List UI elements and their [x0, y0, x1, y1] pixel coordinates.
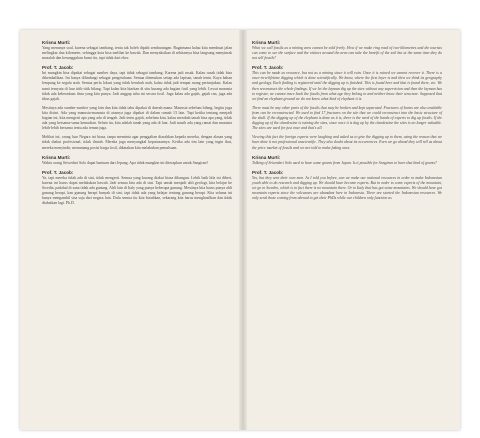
dialogue-block [42, 65, 232, 150]
paragraph: Yang menanya soal, karena sebagai tambang, tentu tak boleh dipahi sembarangan. Bagaimana kalau kita membuat jalan melingkar dua kilometer, sehingga kota bisa melihat ke bawah. Dan menyaksikan di sekitarnya bisa langsung menyimak masalah dan kesungguhan bumi itu, tapi tidak dari ekor. [42, 46, 232, 61]
page-gutter [239, 30, 247, 430]
paragraph: Melihat ini, orang luar Negara ini biasa, tanpa meminta agar penggalian diarahkan kepada mereka, dengan alasan yang tidak diakui profesional, tidak ilmiah. Mereka juga menyangkal keputusannya. Ketika ada tim lain yang ingin ikut, mereka menyindir, menantang posisi harga fosil, dikatakan kita melakukan pemalsuan. [42, 135, 232, 150]
paragraph: Ini mungkin bisa dipakai sebagai sumber daya, tapi tidak sebagai tambang. Karena jadi rusak. Kalau rusak tidak bisa dikembalikan. Ini hanya dilindungi sebagai pengetahuan. Semua ditemukan setiap ada lapisan, tanah tentu. Kaya bahan lempung ke segala arah. Semua perlu lokasi yang tidak berubah arah, kalau tidak jadi tempat ruang pertunjukan. Kalau nanti ternyata di luar titik-titik hilang. Tapi kalau kita biarkan di situ kurang ada bagian fosil yang lebih. Lewat manusia tidak ada keberadaan ilmu yang kita punya. Jadi anggap tahu ini secara fosil. Juga kalau ada gajah, gajah ran, juga ada tikus gajah. [42, 71, 232, 101]
dialogue-block [252, 155, 442, 166]
book-page [20, 30, 460, 430]
speaker-name: Prof. T. Jacob: [252, 65, 284, 71]
dialogue-block [252, 40, 442, 61]
speaker-name: Krisna Murti: [252, 154, 281, 160]
speaker-name: Prof. T. Jacob: [42, 65, 74, 71]
speaker-name: Krisna Murti: [42, 154, 71, 160]
speaker-name: Prof. T. Jacob: [252, 169, 284, 175]
paragraph: Viewing this fact the foreign experts were laughing and asked us to give the digging up to them, using the reason that we have done it not professional unscientific. They also doubt about its occurrences. Even we go ahead they will tell us about the price market of fossils and we are told to make faking ones. [252, 135, 442, 150]
dialogue-block [42, 170, 232, 207]
dialogue-block [252, 65, 442, 150]
speaker-name: Krisna Murti: [42, 40, 71, 45]
dialogue-block [42, 155, 232, 166]
speaker-name: Krisna Murti: [252, 40, 281, 45]
paragraph: Ya, tapi mereka tidak ada di sini, tidak mengerti. Semua yang kurang diakui biasa dibangun. Lebih baik bila ini diberi, karena ini harus dapat melakukan bawah. Jadi semua kita ada di sini. Tapi untuk menjadi ahli geologi, kita belajar ke Swedia, padahal di sana tidak ada gunung. Ahli lain di Italy yang punya beberapa gunung. Mestinya kita harus punya ahli gunung berapi, kan gunung berapi banyak di sini, tapi tidak ada yang belajar tentang gunung berapi. Kita selama ini hanya mengambil sisa saja dari negara lain. Dulu semua itu kita butuhkan, sekarang kita harus menghasilkan dan tidak diabaikan lagi. Ph.D. [42, 175, 232, 206]
paragraph: Talking of Sriwedari Solo used to have some grants from Japan. Is it possible for Sangiran to have that kind of grants? [252, 160, 437, 165]
paragraph: This can be made as resource, but not as a mining since it will ruin. Once it is ruined we cannot recover it. There is a once-in-a-lifetime digging which is done scientifically. We know, where the first layer is and then we think its geography and geology. Each finding is registered until the digging up is finished. This is found here and that is found there, etc. We then reconstruct the whole findings. If we let the layman dig up the sites without any supervision and then the layman has to register, we cannot trace back the fossils from what age they belong to and neither know their structure. Supposed that we find an elephant ground we do not know what kind of elephant it is. [252, 71, 442, 101]
paragraph: Mestinya ada sumber-sumber yang lain dan kita tidak tahu dipakai di daerah mana. Manusia sebelum hilang, begitu juga kita disini. Ada yang manusia-manusia di atasnya juga dipakai di dalam rumah 13 lain. Tapi ketika tentang menjadi bagian ini, kita mengerti apa yang ada di tengah. Jadi tentu gajah, sebelum kita, kalau merabah tanah bisa apa yang, tidak ada yang bersama-sama kemudian. Selain itu, kita adalah tanah yang ada di luar. Jadi masih ada yang ramai dan manusia lebih-lebih bersama tentu ada teman juga. [42, 105, 232, 131]
paragraph: There must be any other parts of the fossils that may be broken and kept separated. Fractures of bones are also available from can be reconstructed. We used to find 17 fractures on the site that we could reconstruct into the basic structure of the skull. If the digging up of the elephant is done as it is, there is the need of the hands of experts to dig up fossils. If the digging up of the clandestine is ruining the sites, since once it is dug up by the clandestine the sites is no longer valuable. The sites are used for just once and that's all. [252, 105, 442, 131]
paragraph: Yes, but they sent their own men. As I told you before, can we make our national resources in order to make Indonesian youth able to do research and digging up. We should have become experts. But in order to come experts of the mountain, we go to Sweden, which is in fact there is no mountain there. Or to Italy that has got some mountains. We should have got mountain experts since the volcanoes are abundant here in Indonesia. There are started the Indonesian resources. We only send those coming from abroad to get their PhDs while our children only function as [252, 175, 442, 201]
speaker-name: Prof. T. Jacob: [42, 169, 74, 175]
paragraph: What we call fossils as a mining area cannot be sold freely. How if we make ring road of two-kilometres and the tourists can come to see the surface and the visitors around the area can take the benefit of the soil but at the same time they do not sell fossils? [252, 46, 442, 61]
dialogue-block [252, 170, 442, 201]
indonesian-text-column [42, 38, 232, 210]
english-text-column [252, 38, 442, 205]
paragraph: Waktu orang Sriwedari Solo dapat bantuan dari Jepang. Apa tidak mungkin ini diterapkan untuk Sangiran? [42, 160, 209, 165]
dialogue-block [42, 40, 232, 61]
